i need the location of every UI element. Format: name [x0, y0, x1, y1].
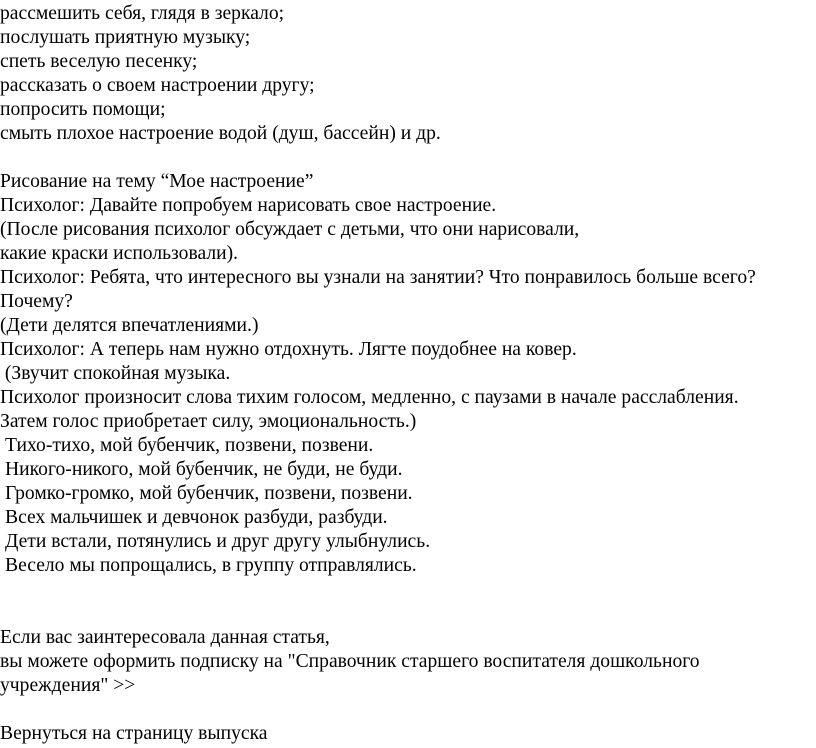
poem-line: Громко-громко, мой бубенчик, позвени, позвени.	[5, 483, 413, 504]
activity-line: (Дети делятся впечатлениями.)	[0, 315, 259, 336]
activity-line: Психолог: А теперь нам нужно отдохнуть. Лягте поудобнее на ковер.	[0, 339, 577, 360]
back-to-issue-link[interactable]: Вернуться на страницу выпуска	[0, 723, 268, 744]
subscription-link-cont[interactable]: учреждения" >>	[0, 675, 136, 696]
tip-line: попросить помощи;	[0, 99, 166, 120]
tip-line: рассказать о своем настроении другу;	[0, 75, 315, 96]
activity-line: Затем голос приобретает силу, эмоциональность.)	[0, 411, 417, 432]
tip-line: спеть веселую песенку;	[0, 51, 198, 72]
poem-line: Весело мы попрощались, в группу отправлялись.	[5, 555, 417, 576]
tip-line: послушать приятную музыку;	[0, 27, 251, 48]
subscription-intro: Если вас заинтересовала данная статья,	[0, 627, 330, 648]
tip-line: рассмешить себя, глядя в зеркало;	[0, 3, 285, 24]
poem-line: Тихо-тихо, мой бубенчик, позвени, позвени.	[5, 435, 374, 456]
activity-line: Психолог: Давайте попробуем нарисовать свое настроение.	[0, 195, 497, 216]
subscription-link[interactable]: вы можете оформить подписку на "Справочник старшего воспитателя дошкольного	[0, 651, 700, 672]
activity-line: (После рисования психолог обсуждает с детьми, что они нарисовали,	[0, 219, 580, 240]
activity-title: Рисование на тему “Мое настроение”	[0, 171, 314, 192]
tip-line: смыть плохое настроение водой (душ, бассейн) и др.	[0, 123, 441, 144]
activity-line: Почему?	[0, 291, 73, 312]
activity-line: Психолог произносит слова тихим голосом, медленно, с паузами в начале расслабления.	[0, 387, 739, 408]
activity-line: Психолог: Ребята, что интересного вы узнали на занятии? Что понравилось больше всего?	[0, 267, 756, 288]
activity-line: (Звучит спокойная музыка.	[0, 363, 231, 384]
poem-line: Дети встали, потянулись и друг другу улыбнулись.	[5, 531, 431, 552]
poem-line: Всех мальчишек и девчонок разбуди, разбуди.	[5, 507, 388, 528]
poem-line: Никого-никого, мой бубенчик, не буди, не буди.	[5, 459, 403, 480]
activity-line: какие краски использовали).	[0, 243, 239, 264]
